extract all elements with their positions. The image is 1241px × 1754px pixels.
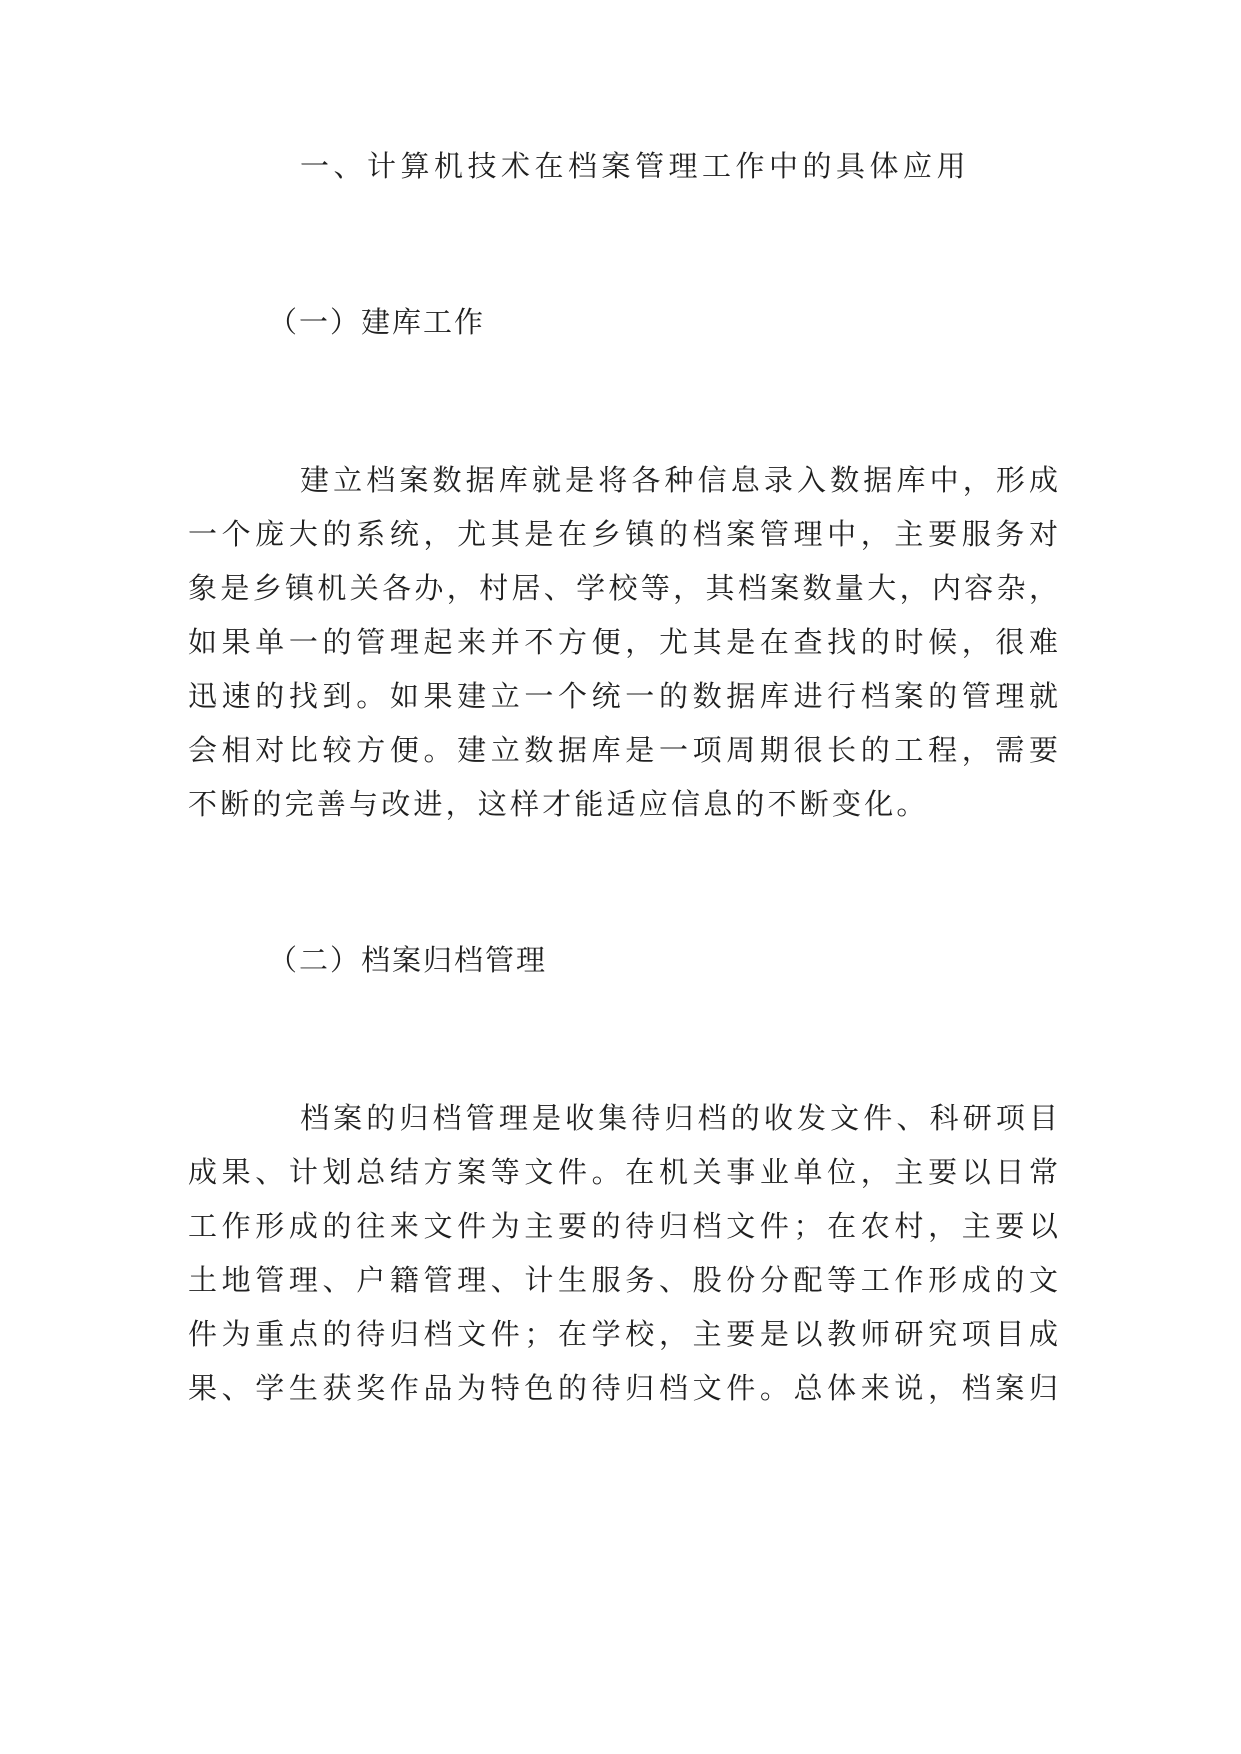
paragraph-line: 如果单一的管理起来并不方便，尤其是在查找的时候，很难 <box>188 625 1058 659</box>
paragraph-line: 工作形成的往来文件为主要的待归档文件；在农村，主要以 <box>188 1209 1058 1243</box>
paragraph-line: 土地管理、户籍管理、计生服务、股份分配等工作形成的文 <box>188 1263 1058 1297</box>
document-title: 一、计算机技术在档案管理工作中的具体应用 <box>300 149 971 183</box>
paragraph-line: 一个庞大的系统，尤其是在乡镇的档案管理中，主要服务对 <box>188 517 1058 551</box>
section-heading-1: （一）建库工作 <box>268 305 486 339</box>
paragraph-line: 件为重点的待归档文件；在学校，主要是以教师研究项目成 <box>188 1317 1058 1351</box>
paragraph-line: 建立档案数据库就是将各种信息录入数据库中，形成 <box>300 463 1058 497</box>
section-heading-2: （二）档案归档管理 <box>268 943 548 977</box>
paragraph-line: 迅速的找到。如果建立一个统一的数据库进行档案的管理就 <box>188 679 1058 713</box>
paragraph-line: 成果、计划总结方案等文件。在机关事业单位，主要以日常 <box>188 1155 1058 1189</box>
paragraph-line: 不断的完善与改进，这样才能适应信息的不断变化。 <box>188 787 929 821</box>
paragraph-line: 档案的归档管理是收集待归档的收发文件、科研项目 <box>300 1101 1058 1135</box>
paragraph-line: 会相对比较方便。建立数据库是一项周期很长的工程，需要 <box>188 733 1058 767</box>
paragraph-line: 象是乡镇机关各办，村居、学校等，其档案数量大，内容杂， <box>188 571 1058 605</box>
paragraph-line: 果、学生获奖作品为特色的待归档文件。总体来说，档案归 <box>188 1371 1058 1405</box>
